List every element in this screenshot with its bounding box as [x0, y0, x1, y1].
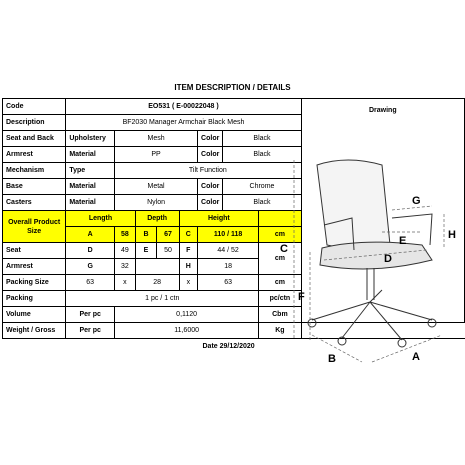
armrest-key1: Material	[66, 147, 115, 163]
casters-value2: Black	[223, 195, 301, 211]
armrest-value1: PP	[115, 147, 198, 163]
weight-label: Weight / Gross	[3, 323, 66, 339]
depth-header: Depth	[135, 211, 179, 227]
base-value1: Metal	[115, 179, 198, 195]
dimension-b-line	[312, 335, 362, 362]
document-title: ITEM DESCRIPTION / DETAILS	[174, 83, 291, 92]
code-value: EO531 ( E-00022048 )	[66, 99, 301, 115]
overall-size-label: Overall Product Size	[3, 211, 66, 243]
dim-b-value: 67	[157, 227, 179, 243]
casters-value1: Nylon	[115, 195, 198, 211]
packing-size-x2: x	[179, 275, 197, 291]
length-header: Length	[66, 211, 135, 227]
mechanism-key1: Type	[66, 163, 115, 179]
code-row	[3, 99, 465, 115]
mechanism-label: Mechanism	[3, 163, 66, 179]
dim-d-letter: D	[66, 243, 115, 259]
date-text: Date 29/12/2020	[3, 339, 465, 355]
volume-label: Volume	[3, 307, 66, 323]
dim-e-letter: E	[135, 243, 157, 259]
volume-unit: Cbm	[259, 307, 301, 323]
armrest-dims-label: Armrest	[3, 259, 66, 275]
packing-size-label: Packing Size	[3, 275, 66, 291]
seat-back-key1: Upholstery	[66, 131, 115, 147]
dim-a-letter: A	[66, 227, 115, 243]
dim-label-e: E	[399, 235, 407, 247]
dim-f-letter: F	[179, 243, 197, 259]
base-label: Base	[3, 179, 66, 195]
dim-label-f: F	[298, 291, 305, 303]
dim-g-value: 32	[115, 259, 136, 275]
packing-unit: pc/ctn	[259, 291, 301, 307]
base-value2: Chrome	[223, 179, 301, 195]
packing-size-unit: cm	[259, 275, 301, 291]
casters-label: Casters	[3, 195, 66, 211]
packing-value: 1 pc / 1 ctn	[66, 291, 259, 307]
seat-back-value2: Black	[223, 131, 301, 147]
dim-label-b: B	[328, 353, 336, 365]
base-key1: Material	[66, 179, 115, 195]
height-header: Height	[179, 211, 259, 227]
armrest-value2: Black	[223, 147, 301, 163]
seat-dims-label: Seat	[3, 243, 66, 259]
chair-base	[312, 290, 432, 340]
packing-size-v3: 63	[198, 275, 259, 291]
dim-label-d: D	[384, 253, 392, 265]
dim-g-letter: G	[66, 259, 115, 275]
caster-icon	[398, 339, 406, 347]
casters-key2: Color	[198, 195, 223, 211]
dim-label-h: H	[448, 229, 456, 241]
chair-drawing	[272, 140, 462, 370]
chair-seat	[320, 242, 432, 269]
dim-h-value: 18	[198, 259, 259, 275]
dim-h-letter: H	[179, 259, 197, 275]
dim-b-letter: B	[135, 227, 157, 243]
casters-key1: Material	[66, 195, 115, 211]
overall-unit: cm	[259, 227, 301, 243]
seat-back-label: Seat and Back	[3, 131, 66, 147]
chair-gas-lift	[367, 268, 374, 300]
packing-size-v2: 28	[135, 275, 179, 291]
base-key2: Color	[198, 179, 223, 195]
seat-back-value1: Mesh	[115, 131, 198, 147]
dimension-a-line	[372, 335, 442, 362]
dim-d-value: 49	[115, 243, 136, 259]
drawing-label: Drawing	[369, 107, 397, 114]
code-label: Code	[3, 99, 66, 115]
armrest-key2: Color	[198, 147, 223, 163]
weight-value: 11,6000	[115, 323, 259, 339]
caster-icon	[428, 319, 436, 327]
dim-label-c: C	[280, 243, 288, 255]
dim-f-value: 44 / 52	[198, 243, 259, 259]
seat-back-key2: Color	[198, 131, 223, 147]
armrest-label: Armrest	[3, 147, 66, 163]
description-label: Description	[3, 115, 66, 131]
packing-size-v1: 63	[66, 275, 115, 291]
dim-label-a: A	[412, 351, 420, 363]
packing-size-x1: x	[115, 275, 136, 291]
caster-icon	[338, 337, 346, 345]
caster-icon	[308, 319, 316, 327]
weight-unit: Kg	[259, 323, 301, 339]
dim-c-letter: C	[179, 227, 197, 243]
dim-a-value: 58	[115, 227, 136, 243]
packing-label: Packing	[3, 291, 66, 307]
description-value: BF2030 Manager Armchair Black Mesh	[66, 115, 301, 131]
dim-c-value: 110 / 118	[198, 227, 259, 243]
dim-label-g: G	[412, 195, 421, 207]
mechanism-value1: Tilt Function	[115, 163, 302, 179]
weight-per: Per pc	[66, 323, 115, 339]
dim-e-value: 50	[157, 243, 179, 259]
seat-dims-unit: cm	[259, 243, 301, 275]
volume-per: Per pc	[66, 307, 115, 323]
volume-value: 0,1120	[115, 307, 259, 323]
